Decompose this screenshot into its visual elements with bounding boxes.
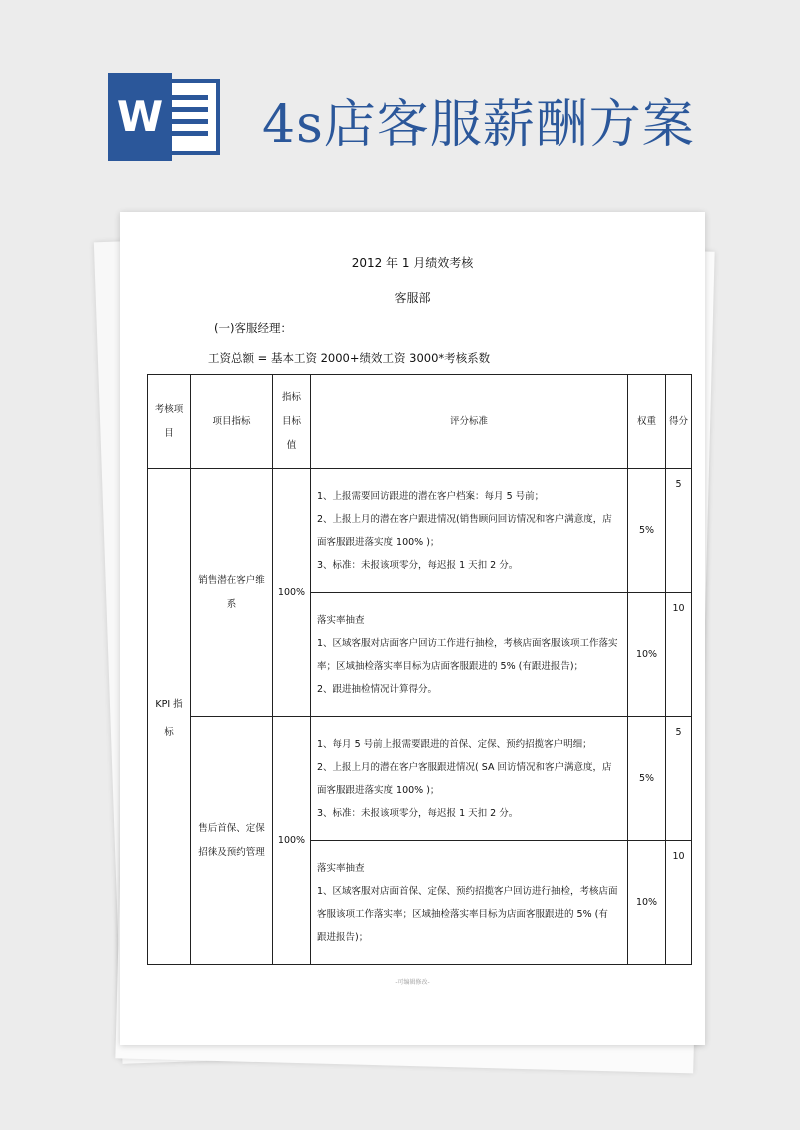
word-document-icon	[108, 73, 220, 161]
weight-cell: 10%	[628, 841, 666, 965]
target-cell: 100%	[273, 717, 311, 965]
salary-formula: 工资总额 = 基本工资 2000+绩效工资 3000*考核系数	[208, 351, 491, 365]
document-page	[120, 212, 705, 1045]
banner	[0, 0, 800, 200]
table-header-row	[148, 375, 692, 469]
target-cell: 100%	[273, 469, 311, 717]
weight-cell: 5%	[628, 469, 666, 593]
criteria-cell: 1、上报需要回访跟进的潜在客户档案：每月 5 号前； 2、上报上月的潜在客户跟进情况(销售顾问回访情况和客户满意度，店 面客服跟进落实度 100% )； 3、标准：未报该项零分，每迟报 1 天扣 2 分。	[311, 469, 628, 593]
table-row	[148, 717, 692, 841]
header-weight: 权重	[628, 375, 666, 469]
criteria-cell: 落实率抽查 1、区域客服对店面客户回访工作进行抽检，考核店面客服该项工作落实 率；区域抽检落实率目标为店面客服跟进的 5% (有跟进报告)； 2、跟进抽检情况计算得分。	[311, 593, 628, 717]
header-target: 指标 目标 值	[273, 375, 311, 469]
document-title: 2012 年 1 月绩效考核	[351, 256, 474, 270]
kpi-category-cell: KPI 指 标	[148, 469, 191, 965]
footer-note: -可编辑修改-	[395, 979, 430, 986]
score-cell: 5	[666, 469, 692, 593]
table-row	[148, 469, 692, 593]
department-title: 客服部	[394, 291, 431, 305]
indicator-cell: 销售潜在客户维 系	[191, 469, 273, 717]
kpi-table	[147, 374, 692, 965]
header-indicator: 项目指标	[191, 375, 273, 469]
word-logo-letter: W	[108, 73, 172, 161]
header-criteria: 评分标准	[311, 375, 628, 469]
header-category: 考核项 目	[148, 375, 191, 469]
score-cell: 5	[666, 717, 692, 841]
criteria-cell: 1、每月 5 号前上报需要跟进的首保、定保、预约招揽客户明细； 2、上报上月的潜在客户客服跟进情况( SA 回访情况和客户满意度，店 面客服跟进落实度 100% )； 3、标准：未报该项零分，每迟报 1 天扣 2 分。	[311, 717, 628, 841]
criteria-cell: 落实率抽查 1、区域客服对店面首保、定保、预约招揽客户回访进行抽检，考核店面 客服该项工作落实率；区域抽检落实率目标为店面客服跟进的 5% (有 跟进报告)；	[311, 841, 628, 965]
section-heading: (一)客服经理：	[214, 321, 292, 335]
score-cell: 10	[666, 841, 692, 965]
banner-title: 4s店客服薪酬方案	[262, 95, 695, 155]
header-score: 得分	[666, 375, 692, 469]
weight-cell: 10%	[628, 593, 666, 717]
indicator-cell: 售后首保、定保 招徕及预约管理	[191, 717, 273, 965]
score-cell: 10	[666, 593, 692, 717]
weight-cell: 5%	[628, 717, 666, 841]
